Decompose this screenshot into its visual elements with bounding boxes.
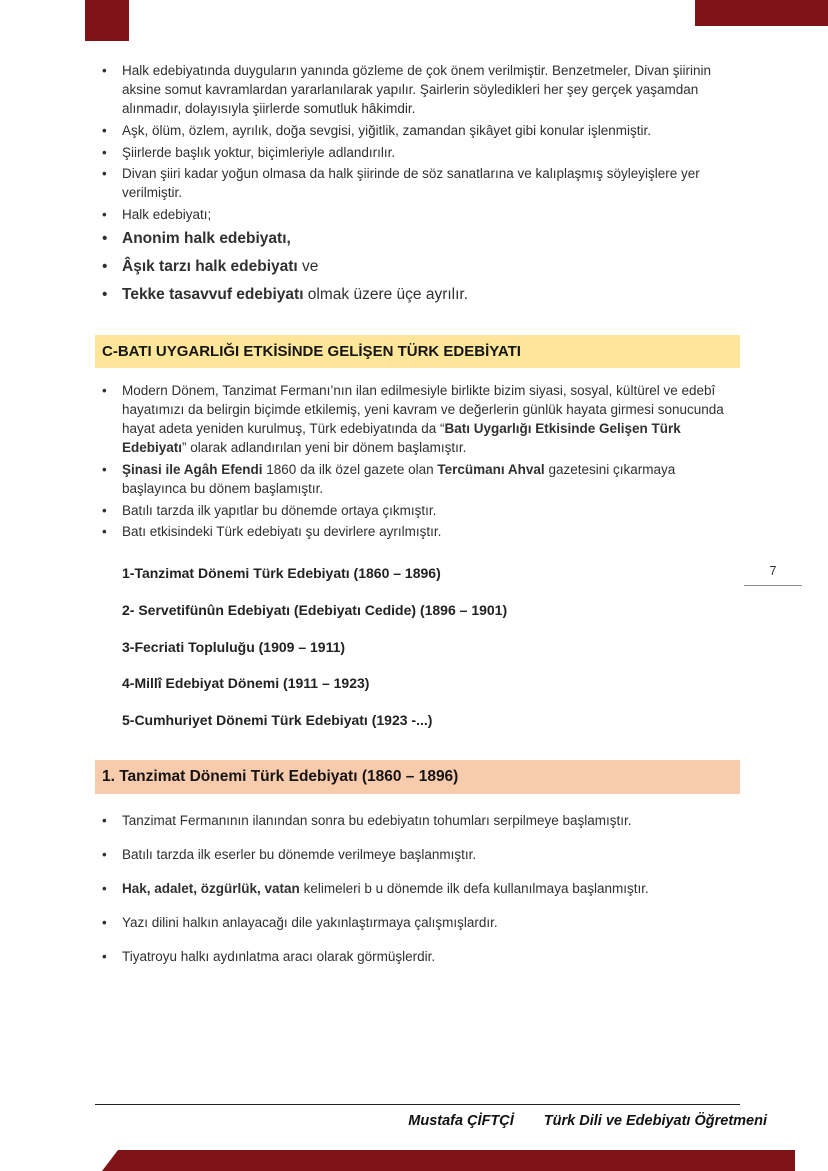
bullet-item: [95, 502, 740, 521]
text-run: Batılı tarzda ilk eserler bu dönemde verilmeye başlanmıştır.: [122, 846, 477, 862]
page-content: [95, 62, 740, 981]
bullet-item: [95, 523, 740, 542]
bullet-item: [95, 382, 740, 458]
section-heading-bati-uygarligi: C-BATI UYGARLIĞI ETKİSİNDE GELİŞEN TÜRK EDEBİYATI: [95, 335, 740, 368]
bullet-item: [95, 165, 740, 203]
bold-text-run: Âşık tarzı halk edebiyatı: [122, 257, 298, 275]
top-right-corner-decoration: [695, 0, 828, 26]
bold-text-run: Şinasi ile Agâh Efendi: [122, 461, 263, 477]
bullet-item: [95, 206, 740, 225]
bullet-item: [95, 62, 740, 119]
numbered-item: 1-Tanzimat Dönemi Türk Edebiyatı (1860 – 1896): [122, 565, 441, 582]
bullet-item: [95, 461, 740, 499]
text-run: Aşk, ölüm, özlem, ayrılık, doğa sevgisi, yiğitlik, zamandan şikâyet gibi konular işlenmiştir.: [122, 122, 651, 138]
text-run: olmak üzere üçe ayrılır.: [303, 285, 469, 303]
text-run: ” olarak adlandırılan yeni bir dönem başlamıştır.: [182, 439, 467, 455]
footer-author: Mustafa ÇİFTÇİ: [408, 1113, 514, 1129]
text-run: Halk edebiyatı;: [122, 207, 212, 223]
bold-text-run: Tekke tasavvuf edebiyatı: [122, 285, 304, 303]
page-number: 7: [769, 564, 777, 578]
text-run: Şiirlerde başlık yoktur, biçimleriyle adlandırılır.: [122, 144, 396, 160]
bold-text-run: Anonim halk edebiyatı,: [122, 230, 291, 248]
text-run: Tanzimat Fermanının ilanından sonra bu edebiyatın tohumları serpilmeye başlamıştır.: [122, 812, 632, 828]
bullet-item: [95, 284, 740, 306]
text-run: Yazı dilini halkın anlayacağı dile yakınlaştırmaya çalışmışlardır.: [122, 914, 498, 930]
text-run: Tiyatroyu halkı aydınlatma aracı olarak görmüşlerdir.: [122, 948, 436, 964]
bullet-item: [95, 948, 740, 967]
text-run: kelimeleri b u dönemde ilk defa kullanılmaya başlanmıştır.: [299, 880, 649, 896]
text-run: ve: [297, 257, 319, 275]
footer-rule: [95, 1104, 740, 1105]
text-run: 1860 da ilk özel gazete olan: [262, 461, 438, 477]
numbered-item: 5-Cumhuriyet Dönemi Türk Edebiyatı (1923 -...): [122, 711, 433, 728]
bullet-item: [95, 846, 740, 865]
bold-text-run: Batı Uygarlığı Etkisinde Gelişen Türk Edebiyatı: [122, 420, 681, 455]
halk-edebiyati-bullet-list: [95, 62, 740, 305]
bottom-bar-decoration: [102, 1150, 795, 1171]
text-run: Batılı tarzda ilk yapıtlar bu dönemde ortaya çıkmıştır.: [122, 502, 437, 518]
bullet-item: [95, 122, 740, 141]
section-heading-tanzimat: 1. Tanzimat Dönemi Türk Edebiyatı (1860 – 1896): [95, 760, 740, 794]
tanzimat-bullet-list: [95, 812, 740, 966]
text-run: Batı etkisindeki Türk edebiyatı şu devirlere ayrılmıştır.: [122, 524, 442, 540]
numbered-item: 2- Servetifünûn Edebiyatı (Edebiyatı Cedide) (1896 – 1901): [122, 601, 508, 618]
footer-text: [95, 1113, 767, 1129]
text-run: Modern Dönem, Tanzimat Fermanı’nın ilan edilmesiyle birlikte bizim siyasi, sosyal, kültürel ve edebî hayatımızı da belirgin biçimde etkilemiş, yeni kavram ve değerlerin günlük hayata girmesi sonucunda hayat adeta yeniden kurulmuş, Türk edebiyatında da “: [122, 383, 724, 436]
bullet-item: [95, 144, 740, 163]
text-run: Halk edebiyatında duyguların yanında gözleme de çok önem verilmiştir. Benzetmeler, Divan şiirinin aksine somut kavramlardan yararlanılarak yapılır. Şairlerin söyledikleri her şey gerçek yaşamdan alınmadır, dolayısıyla şiirlerde somutluk hâkimdir.: [122, 63, 712, 116]
bold-text-run: Hak, adalet, özgürlük, vatan: [122, 880, 300, 896]
bullet-item: [95, 812, 740, 831]
bullet-item: [95, 880, 740, 899]
bullet-item: [95, 256, 740, 278]
donem-numbered-list: [122, 564, 740, 730]
text-run: Divan şiiri kadar yoğun olmasa da halk şiirinde de söz sanatlarına ve kalıplaşmış söyleyişlere yer verilmiştir.: [122, 166, 700, 201]
page-number-note: [744, 564, 802, 586]
numbered-item: 3-Fecriati Topluluğu (1909 – 1911): [122, 638, 346, 655]
footer-role: Türk Dili ve Edebiyatı Öğretmeni: [543, 1113, 767, 1129]
bullet-item: [95, 228, 740, 250]
numbered-item: 4-Millî Edebiyat Dönemi (1911 – 1923): [122, 675, 370, 692]
page-number-underline: [744, 585, 802, 586]
bati-bullet-list: [95, 382, 740, 542]
text-run: gazetesini çıkarmaya başlayınca bu dönem başlamıştır.: [122, 461, 676, 496]
top-left-corner-decoration: [85, 0, 129, 41]
bullet-item: [95, 914, 740, 933]
bold-text-run: Tercümanı Ahval: [437, 461, 545, 477]
page-footer: [95, 1104, 767, 1129]
